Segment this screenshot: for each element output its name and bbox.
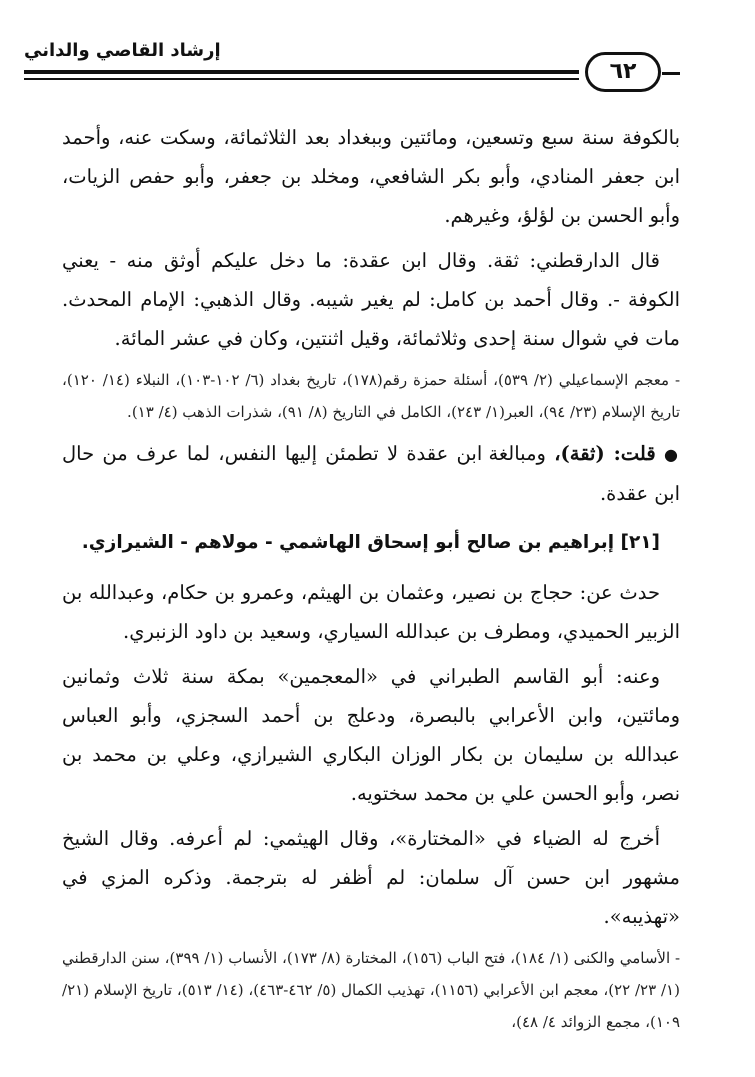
header-rule-thin — [24, 78, 579, 80]
sources-footnote-2: - الأسامي والكنى (١/ ١٨٤)، فتح الباب (١٥٦)، المختارة (٨/ ١٧٣)، الأنساب (١/ ٣٩٩)، سنن الدارقطني (١/ ٢٣/ ٢٢)، معجم ابن الأعرابي (١١٥٦)، تهذيب الكمال (٥/ ٤٦٢-٤٦٣)، (١٤/ ٥١٣)، تاريخ الإسلام (٢١/ ١٠٩)، مجمع الزوائد ٤/ ٤٨)، — [62, 949, 681, 1031]
note-paragraph — [62, 434, 680, 513]
paragraph-students: بالكوفة سنة سبع وتسعين، ومائتين وببغداد بعد الثلاثمائة، وسكت عنه، وأحمد ابن جعفر المنادي، وأبو بكر الشافعي، ومخلد بن جعفر، وأبو حفص الزيات، وأبو الحسن بن لؤلؤ، وغيرهم. — [62, 126, 680, 227]
paragraph-teachers: حدث عن: حجاج بن نصير، وعثمان بن الهيثم، وعمرو بن حكام، وعبدالله بن الزبير الحميدي، ومطرف بن عبدالله السياري، وسعيد بن داود الزنبري. — [62, 581, 680, 643]
sources-footnote-1: - معجم الإسماعيلي (٢/ ٥٣٩)، أسئلة حمزة رقم(١٧٨)، تاريخ بغداد (٦/ ١٠٢-١٠٣)، النبلاء (١٤/ ١٢٠)، تاريخ الإسلام (٢٣/ ٩٤)، العبر(١/ ٢٤٣)، الكامل في التاريخ (٨/ ٩١)، شذرات الذهب (٤/ ١٣). — [62, 371, 681, 421]
book-title: إرشاد القاصي والداني — [24, 40, 221, 61]
bullet-icon: ● — [663, 445, 681, 464]
header-rule-thick — [24, 70, 579, 74]
note-lead: قلت: (ثقة)، — [554, 442, 656, 465]
entry-heading: [٢١] إبراهيم بن صالح أبو إسحاق الهاشمي - مولاهم - الشيرازي. — [81, 532, 660, 553]
header-rule-right — [662, 72, 680, 75]
paragraph-grading: قال الدارقطني: ثقة. وقال ابن عقدة: ما دخل عليكم أوثق منه - يعني الكوفة -. وقال أحمد بن كامل: لم يغير شيبه. وقال الذهبي: الإمام المحدث. مات في شوال سنة إحدى وثلاثمائة، وقيل اثنتين، وكان في عشر المائة. — [62, 249, 680, 350]
note-text: ومبالغة ابن عقدة لا تطمئن إليها النفس، لما عرف من حال ابن عقدة. — [62, 442, 680, 505]
paragraph-narrators: وعنه: أبو القاسم الطبراني في «المعجمين» بمكة سنة ثلاث وثمانين ومائتين، وابن الأعرابي بالبصرة، ودعلج بن أحمد السجزي، وأبو العباس عبدالله بن سليمان بن بكار الوزان البكاري الشيرازي، وعلي بن محمد بن نصر، وأبو الحسن علي بن محمد سختويه. — [62, 665, 680, 805]
page-body — [62, 118, 680, 1044]
paragraph-assessment: أخرج له الضياء في «المختارة»، وقال الهيثمي: لم أعرفه. وقال الشيخ مشهور ابن حسن آل سلمان: لم أظفر له بترجمة. وذكره المزي في «تهذيبه». — [62, 827, 680, 928]
page-number: ٦٢ — [585, 52, 661, 92]
page-header — [0, 38, 755, 94]
